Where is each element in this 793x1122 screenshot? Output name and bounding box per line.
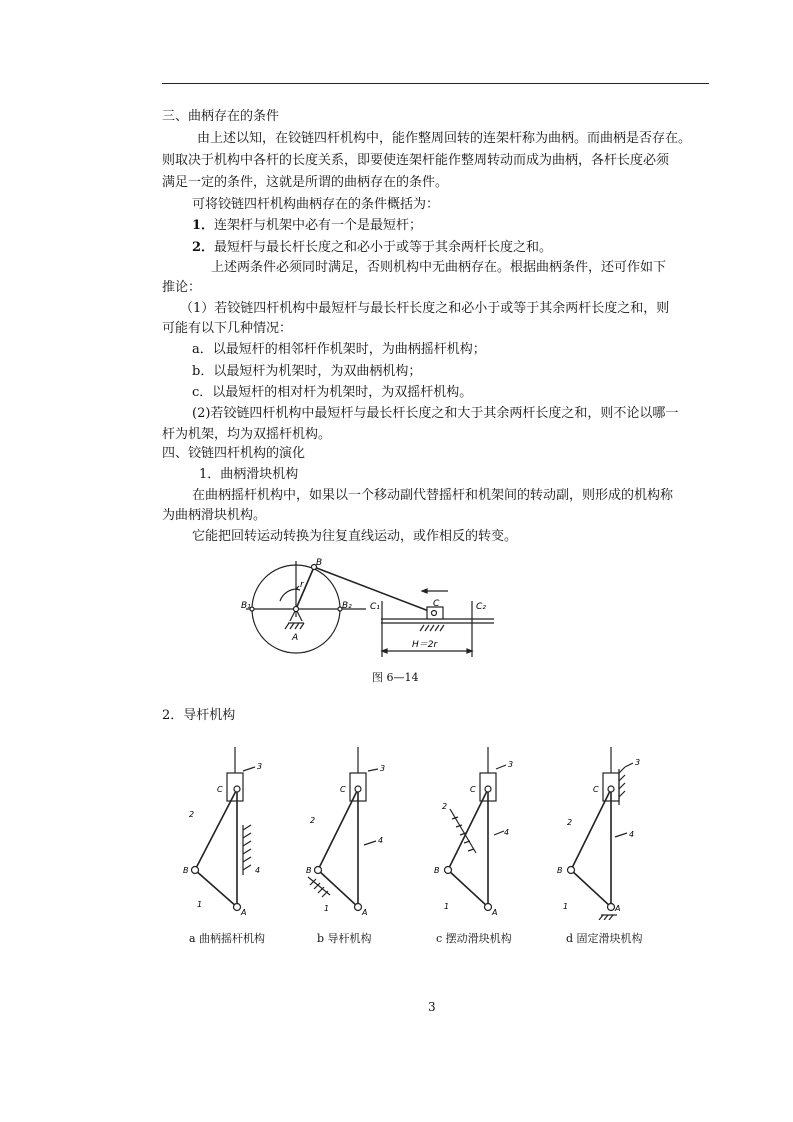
fig-b-label-C: C: [340, 785, 346, 794]
fig-a-label-A: A: [241, 908, 247, 917]
fig-c-label-A: A: [492, 908, 498, 917]
case-a: a．以最短杆的相邻杆作机架时，为曲柄摇杆机构；: [192, 342, 486, 357]
fig-a-label-4: 4: [255, 866, 261, 875]
guide-caption-c: c 摆动滑块机构: [436, 932, 512, 945]
condition-1: [192, 218, 422, 234]
guide-caption-d: d 固定滑块机构: [566, 932, 643, 945]
fig-d-label-A: A: [615, 904, 621, 913]
label-B2: B₂: [342, 601, 352, 611]
section3-p1-line2: 则取决于机构中各杆的长度关系，即要使连架杆能作整周转动而成为曲柄，各杆长度必须: [162, 153, 670, 168]
fig-a-label-C: C: [217, 785, 223, 794]
guide-figure-a: [175, 745, 265, 920]
fig-d-label-1: 1: [563, 902, 569, 911]
condition-2-number: 2．: [192, 240, 215, 255]
section3-heading: 三、曲柄存在的条件: [162, 109, 280, 124]
label-C: C: [433, 599, 440, 609]
label-B1: B₁: [241, 601, 251, 611]
condition-1-number: 1．: [192, 218, 215, 233]
case-b: b．以最短杆为机架时，为双曲柄机构；: [192, 364, 422, 379]
fig-d-label-B: B: [557, 866, 563, 875]
section4-p2: 它能把回转运动转换为往复直线运动，或作相反的转变。: [192, 529, 518, 544]
section3-p2: 可将铰链四杆机构曲柄存在的条件概括为：: [192, 197, 440, 212]
guide-caption-b: b 导杆机构: [317, 932, 372, 945]
fig-b-label-4: 4: [378, 836, 384, 845]
fig-a-label-B: B: [183, 866, 189, 875]
section3-p5-line2: 杆为机架，均为双摇杆机构。: [162, 427, 332, 442]
fig-b-label-B: B: [306, 866, 312, 875]
fig-b-label-1: 1: [324, 904, 330, 913]
section3-p1-line3: 满足一定的条件，这就是所谓的曲柄存在的条件。: [162, 175, 449, 190]
guide-figure-c: [428, 745, 518, 920]
section3-p5-line1: (2)若铰链四杆机构中最短杆与最长杆长度之和大于其余两杆长度之和，则不论以哪一: [192, 406, 679, 421]
fig-d-label-2: 2: [567, 818, 573, 827]
figure-6-14-caption: 图 6—14: [372, 671, 419, 684]
fig-c-label-4: 4: [504, 828, 510, 837]
fig-a-label-1: 1: [197, 900, 203, 909]
condition-2-text: 最短杆与最长杆长度之和必小于或等于其余两杆长度之和。: [214, 240, 553, 255]
label-C1: C₁: [370, 602, 380, 612]
section4-p1-line2: 为曲柄滑块机构。: [162, 508, 267, 523]
fig-b-label-A: A: [362, 908, 368, 917]
crank-link: [296, 567, 314, 609]
fig-c-label-B: B: [434, 866, 440, 875]
fig-c-label-2: 2: [442, 802, 448, 811]
guide-figure-d: [553, 745, 643, 920]
fig-a-label-2: 2: [189, 810, 195, 819]
header-rule: [162, 83, 709, 84]
guide-figure-b: [300, 745, 390, 920]
section3-p4-line1: （1）若铰链四杆机构中最短杆与最长杆长度之和必小于或等于其余两杆长度之和，则: [180, 301, 670, 316]
section3-p3-line2: 推论：: [162, 280, 202, 295]
section4-heading: 四、铰链四杆机构的演化: [162, 446, 306, 461]
fig-d-label-4: 4: [629, 830, 635, 839]
label-B: B: [316, 558, 323, 568]
fig-b-label-2: 2: [310, 816, 316, 825]
section4-sub1: 1．曲柄滑块机构: [199, 467, 299, 482]
page-number: 3: [428, 1000, 436, 1014]
fig-a-label-3: 3: [257, 762, 263, 771]
condition-2: [192, 240, 552, 256]
label-A: A: [292, 633, 299, 643]
condition-1-text: 连架杆与机架中必有一个是最短杆；: [214, 218, 423, 233]
fig-d-label-C: C: [593, 785, 599, 794]
fig-c-label-1: 1: [444, 902, 450, 911]
figure-6-14: [236, 555, 496, 667]
section3-p1-line1: 由上述以知，在铰链四杆机构中，能作整周回转的连架杆称为曲柄。而曲柄是否存在。: [197, 131, 692, 146]
case-c: c．以最短杆的相对杆为机架时，为双摇杆机构。: [192, 385, 473, 400]
label-H: H＝2r: [412, 640, 438, 650]
section3-p4-line2: 可能有以下几种情况：: [162, 321, 293, 336]
fig-b-label-3: 3: [380, 764, 386, 773]
fig-c-label-3: 3: [508, 760, 514, 769]
fig-d-label-3: 3: [635, 758, 641, 767]
label-C2: C₂: [476, 602, 486, 612]
section4-p1-line1: 在曲柄摇杆机构中，如果以一个移动副代替摇杆和机架间的转动副，则形成的机构称: [192, 488, 674, 503]
section4-sub2: 2．导杆机构: [162, 708, 236, 723]
section3-p3-line1: 上述两条件必须同时满足，否则机构中无曲柄存在。根据曲柄条件，还可作如下: [211, 260, 667, 275]
fig-c-label-C: C: [470, 785, 476, 794]
label-r: r: [300, 580, 304, 590]
guide-caption-a: a 曲柄摇杆机构: [189, 932, 266, 945]
